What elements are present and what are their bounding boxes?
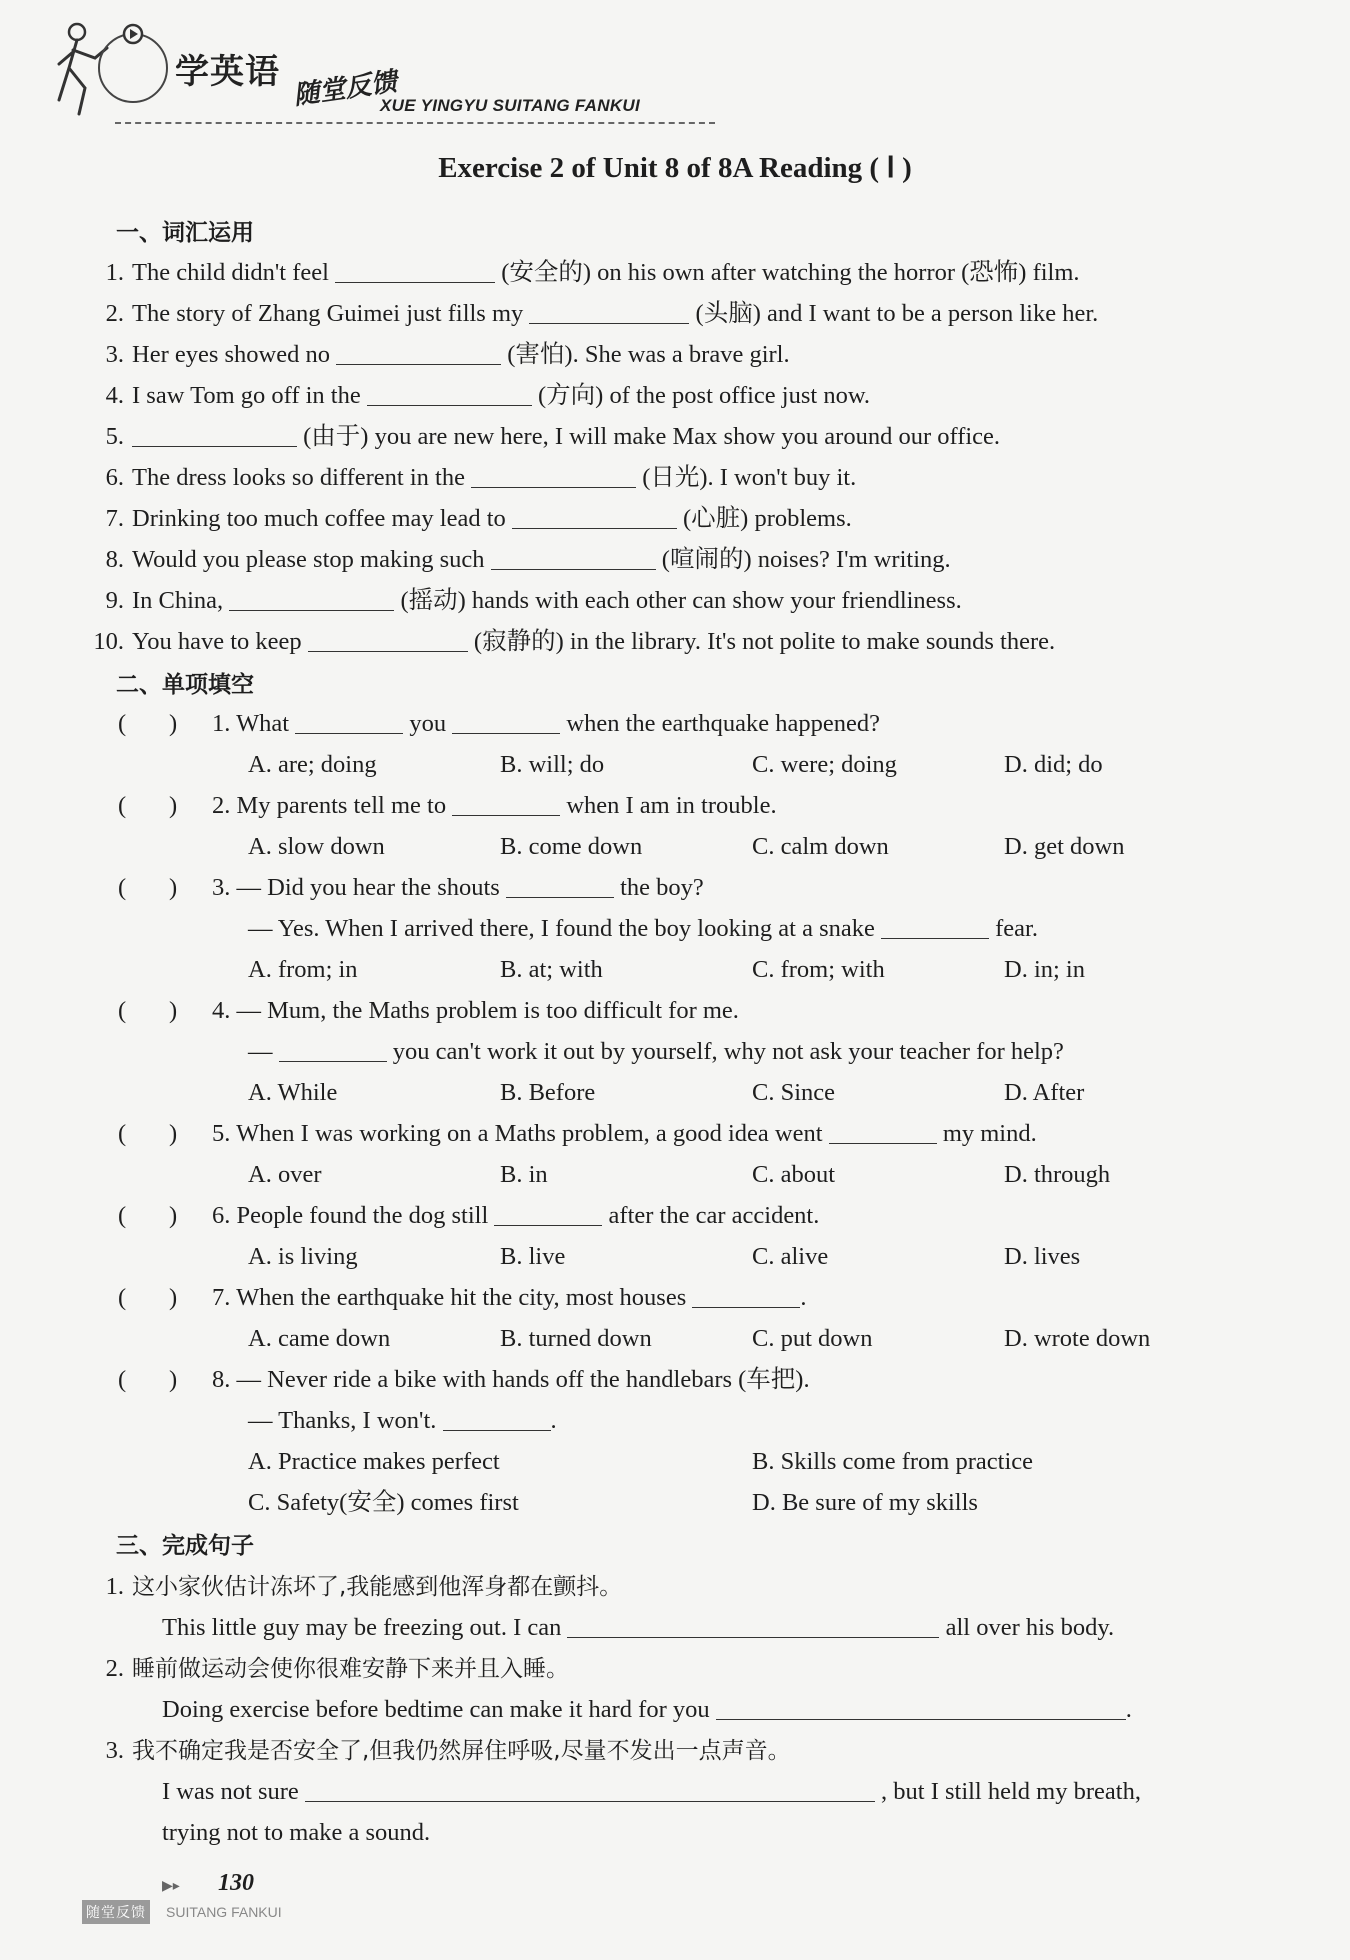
answer-blank[interactable] <box>829 1121 937 1144</box>
answer-blank[interactable] <box>295 711 403 734</box>
answer-blank[interactable] <box>305 1779 875 1802</box>
answer-blank[interactable] <box>512 506 677 529</box>
mc-question-8: 8. — Never ride a bike with hands off the handlebars (车把). <box>212 1366 810 1393</box>
footer-tag: 随堂反馈 <box>82 1900 150 1924</box>
answer-blank[interactable] <box>229 588 394 611</box>
mc-question-5: 5. When I was working on a Maths problem, a good idea went my mind. <box>212 1120 1037 1147</box>
runner-logo-icon <box>55 18 195 118</box>
answer-blank[interactable] <box>443 1408 551 1431</box>
mc-question-3-line-2: — Yes. When I arrived there, I found the boy looking at a snake fear. <box>248 915 1038 942</box>
answer-blank[interactable] <box>881 916 989 939</box>
option-b[interactable]: B. at; with <box>500 956 603 983</box>
option-a[interactable]: A. While <box>248 1079 338 1106</box>
option-d[interactable]: D. through <box>1004 1161 1111 1188</box>
answer-blank[interactable] <box>132 424 297 447</box>
option-c[interactable]: C. from; with <box>752 956 885 983</box>
brand-chinese: 学英语 <box>175 52 280 92</box>
vocab-item-10: 10. You have to keep (寂静的) in the library. It's not polite to make sounds there. <box>93 628 1056 655</box>
answer-blank[interactable] <box>279 1039 387 1062</box>
answer-blank[interactable] <box>452 711 560 734</box>
answer-blank[interactable] <box>567 1615 939 1638</box>
sentence-1-chinese: 1. 这小家伙估计冻坏了,我能感到他浑身都在颤抖。 <box>105 1573 623 1600</box>
answer-parentheses[interactable]: ( ) <box>118 1366 178 1393</box>
section-heading-complete-sentences: 三、完成句子 <box>116 1533 254 1559</box>
option-c[interactable]: C. alive <box>752 1243 829 1270</box>
mc-question-2: 2. My parents tell me to when I am in trouble. <box>212 792 777 819</box>
option-b[interactable]: B. come down <box>500 833 643 860</box>
answer-blank[interactable] <box>692 1285 800 1308</box>
option-b[interactable]: B. Skills come from practice <box>752 1448 1033 1475</box>
option-b[interactable]: B. turned down <box>500 1325 652 1352</box>
option-a[interactable]: A. are; doing <box>248 751 377 778</box>
option-c[interactable]: C. Safety(安全) comes first <box>248 1489 519 1516</box>
vocab-item-1: 1. The child didn't feel (安全的) on his own after watching the horror (恐怖) film. <box>105 259 1080 286</box>
option-a[interactable]: A. from; in <box>248 956 358 983</box>
option-a[interactable]: A. slow down <box>248 833 385 860</box>
option-b[interactable]: B. Before <box>500 1079 596 1106</box>
answer-parentheses[interactable]: ( ) <box>118 1284 178 1311</box>
option-d[interactable]: D. After <box>1004 1079 1085 1106</box>
mc-question-3: 3. — Did you hear the shouts the boy? <box>212 874 704 901</box>
page-number: 130 <box>218 1870 254 1896</box>
answer-parentheses[interactable]: ( ) <box>118 792 178 819</box>
answer-blank[interactable] <box>452 793 560 816</box>
sentence-2-english: Doing exercise before bedtime can make it hard for you . <box>162 1696 1132 1723</box>
vocab-item-8: 8. Would you please stop making such (喧闹的) noises? I'm writing. <box>105 546 951 573</box>
answer-blank[interactable] <box>716 1697 1126 1720</box>
vocab-item-3: 3. Her eyes showed no (害怕). She was a brave girl. <box>105 341 790 368</box>
option-c[interactable]: C. put down <box>752 1325 873 1352</box>
option-d[interactable]: D. get down <box>1004 833 1125 860</box>
option-a[interactable]: A. came down <box>248 1325 391 1352</box>
option-d[interactable]: D. Be sure of my skills <box>752 1489 978 1516</box>
section-heading-multiple-choice: 二、单项填空 <box>116 672 254 698</box>
answer-parentheses[interactable]: ( ) <box>118 1120 178 1147</box>
sentence-2-chinese: 2. 睡前做运动会使你很难安静下来并且入睡。 <box>105 1655 569 1682</box>
option-a[interactable]: A. Practice makes perfect <box>248 1448 500 1475</box>
footer-tag-english: SUITANG FANKUI <box>166 1904 282 1920</box>
header-divider <box>115 122 715 124</box>
vocab-item-6: 6. The dress looks so different in the (日光). I won't buy it. <box>105 464 857 491</box>
mc-question-7: 7. When the earthquake hit the city, most houses . <box>212 1284 807 1311</box>
answer-parentheses[interactable]: ( ) <box>118 710 178 737</box>
option-d[interactable]: D. lives <box>1004 1243 1081 1270</box>
sentence-1-english: This little guy may be freezing out. I can all over his body. <box>162 1614 1115 1641</box>
answer-parentheses[interactable]: ( ) <box>118 1202 178 1229</box>
answer-parentheses[interactable]: ( ) <box>118 997 178 1024</box>
option-b[interactable]: B. will; do <box>500 751 605 778</box>
option-c[interactable]: C. Since <box>752 1079 836 1106</box>
answer-parentheses[interactable]: ( ) <box>118 874 178 901</box>
answer-blank[interactable] <box>506 875 614 898</box>
answer-blank[interactable] <box>335 260 495 283</box>
option-c[interactable]: C. calm down <box>752 833 889 860</box>
option-b[interactable]: B. live <box>500 1243 566 1270</box>
mc-question-6: 6. People found the dog still after the car accident. <box>212 1202 820 1229</box>
arrow-icon: ▶▸ <box>162 1878 180 1894</box>
answer-blank[interactable] <box>494 1203 602 1226</box>
answer-blank[interactable] <box>529 301 689 324</box>
option-a[interactable]: A. is living <box>248 1243 358 1270</box>
mc-question-4: 4. — Mum, the Maths problem is too difficult for me. <box>212 997 739 1024</box>
brand-chinese-sub: 随堂反馈 <box>291 66 399 112</box>
answer-blank[interactable] <box>367 383 532 406</box>
vocab-item-5: 5. (由于) you are new here, I will make Max show you around our office. <box>105 423 1001 450</box>
option-a[interactable]: A. over <box>248 1161 322 1188</box>
option-c[interactable]: C. about <box>752 1161 836 1188</box>
option-c[interactable]: C. were; doing <box>752 751 897 778</box>
option-b[interactable]: B. in <box>500 1161 548 1188</box>
vocab-item-4: 4. I saw Tom go off in the (方向) of the post office just now. <box>105 382 871 409</box>
vocab-item-2: 2. The story of Zhang Guimei just fills my (头脑) and I want to be a person like her. <box>105 300 1099 327</box>
sentence-3-english-line-2: trying not to make a sound. <box>162 1819 431 1846</box>
option-d[interactable]: D. wrote down <box>1004 1325 1151 1352</box>
sentence-3-english: I was not sure , but I still held my breath, <box>162 1778 1141 1805</box>
answer-blank[interactable] <box>308 629 468 652</box>
option-d[interactable]: D. in; in <box>1004 956 1085 983</box>
answer-blank[interactable] <box>491 547 656 570</box>
page-header <box>55 18 675 118</box>
answer-blank[interactable] <box>471 465 636 488</box>
vocab-item-9: 9. In China, (摇动) hands with each other can show your friendliness. <box>105 587 962 614</box>
sentence-3-chinese: 3. 我不确定我是否安全了,但我仍然屏住呼吸,尽量不发出一点声音。 <box>105 1737 791 1764</box>
mc-question-4-line-2: — you can't work it out by yourself, why not ask your teacher for help? <box>248 1038 1064 1065</box>
section-heading-vocabulary: 一、词汇运用 <box>116 220 254 246</box>
option-d[interactable]: D. did; do <box>1004 751 1103 778</box>
mc-question-1: 1. What you when the earthquake happened? <box>212 710 880 737</box>
answer-blank[interactable] <box>336 342 501 365</box>
brand-english: XUE YINGYU SUITANG FANKUI <box>380 96 641 115</box>
mc-question-8-line-2: — Thanks, I won't. . <box>248 1407 557 1434</box>
vocab-item-7: 7. Drinking too much coffee may lead to (心脏) problems. <box>105 505 852 532</box>
exercise-title: Exercise 2 of Unit 8 of 8A Reading ( Ⅰ ) <box>438 152 912 184</box>
